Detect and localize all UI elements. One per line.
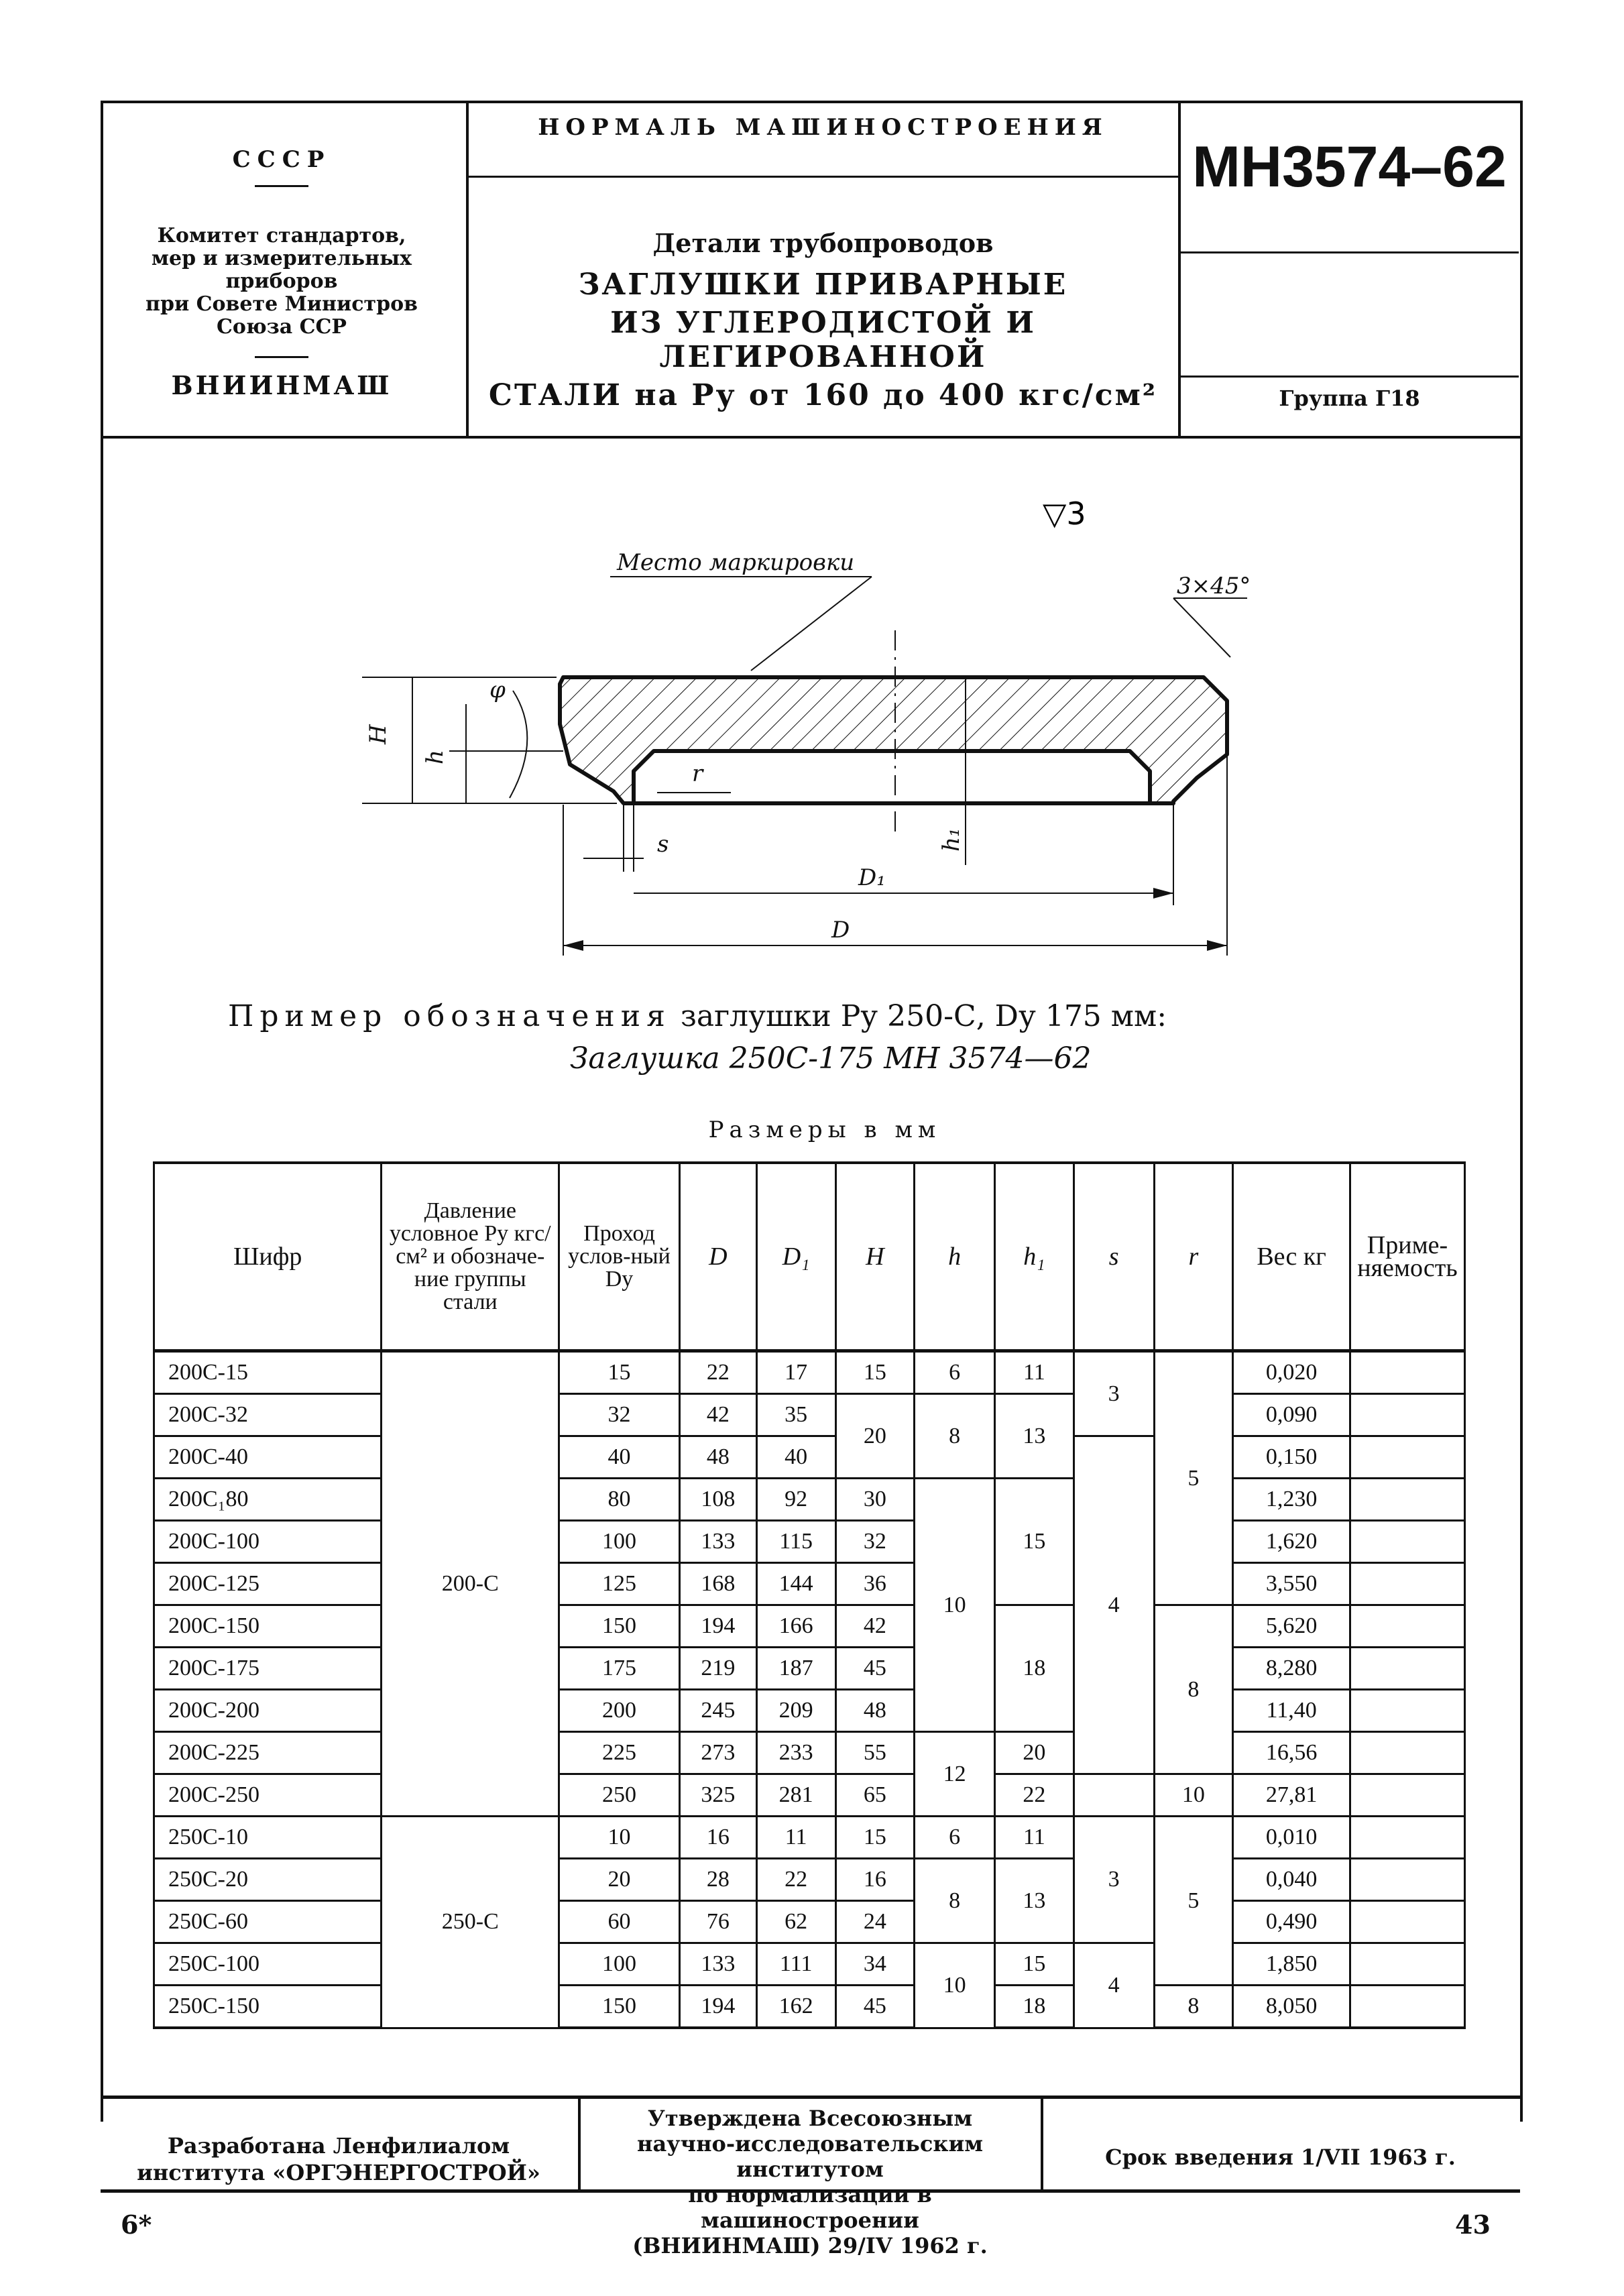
- table-row: 200С₁80 80 108 92 30 10 15 1,230: [154, 1479, 1465, 1521]
- country: СССР: [232, 146, 331, 173]
- col-h1: h₁: [995, 1163, 1074, 1351]
- marking-place-label: Место маркировки: [617, 549, 855, 576]
- dim-h1: h₁: [938, 827, 965, 852]
- col-r: r: [1154, 1163, 1233, 1351]
- table-row: 200С-175 175 219 187 45 8,280: [154, 1648, 1465, 1690]
- issuer-block: [101, 107, 463, 400]
- docnum-rule: [1179, 251, 1519, 253]
- col-H: H: [835, 1163, 915, 1351]
- title-subtitle: Детали трубопроводов: [652, 228, 994, 258]
- footer-divider-1: [578, 2096, 581, 2193]
- col-dy: Проход услов-ный Dу: [559, 1163, 680, 1351]
- col-h: h: [915, 1163, 995, 1351]
- col-s: s: [1074, 1163, 1154, 1351]
- table-row: 200С-250 250 325 281 65 22 10 27,81: [154, 1774, 1465, 1817]
- table-row: 200С-40 40 48 40 4 0,150: [154, 1436, 1465, 1479]
- col-code: Шифр: [154, 1163, 382, 1351]
- table-row: 200С-32 32 42 35 20 8 13 0,090: [154, 1394, 1465, 1436]
- table-row: 200С-150 150 194 166 42 18 8 5,620: [154, 1605, 1465, 1648]
- table-row: 250С-60 60 76 62 24 0,490: [154, 1901, 1465, 1943]
- pressure-group-250: 250-С: [382, 1817, 559, 2028]
- designation-example: [101, 999, 1517, 1076]
- sheet-mark: 6*: [121, 2209, 152, 2240]
- header-bottom-rule: [101, 436, 1520, 439]
- group-rule: [1179, 376, 1519, 378]
- table-row: 250С-150 150 194 162 45 18 8 8,050: [154, 1986, 1465, 2028]
- plug-drawing: [349, 483, 1287, 972]
- table-row: 250С-20 20 28 22 16 8 13 0,040: [154, 1859, 1465, 1901]
- col-pressure: Давление условное Pу кгс/см² и обозначе-ние группы стали: [382, 1163, 559, 1351]
- document-number: МН3574–62: [1192, 135, 1507, 199]
- header-divider-left: [466, 101, 469, 436]
- dimensions-table: [153, 1161, 1466, 2029]
- table-row: 250С-100 100 133 111 34 10 15 4 1,850: [154, 1943, 1465, 1986]
- dim-D1: D₁: [858, 864, 886, 891]
- table-row: 250С-10 250-С 10 16 11 15 6 11 3 5 0,010: [154, 1817, 1465, 1859]
- col-D1: D₁: [756, 1163, 835, 1351]
- units-caption: Размеры в мм: [708, 1116, 941, 1143]
- pressure-group-200: 200-С: [382, 1351, 559, 1817]
- effective-date: Срок введения 1/VII 1963 г.: [1105, 2144, 1456, 2170]
- group-label: Группа Г18: [1279, 386, 1420, 411]
- col-weight: Вес кг: [1233, 1163, 1350, 1351]
- committee-name: Комитет стандартов, мер и измерительных приборов при Совете Министров Союза ССР: [146, 224, 418, 339]
- col-D: D: [679, 1163, 756, 1351]
- table-row: 200С-125 125 168 144 36 3,550: [154, 1563, 1465, 1605]
- dim-r: r: [692, 760, 703, 787]
- footer-top-rule: [101, 2096, 1520, 2099]
- table-row: 200С-15 200-С 15 22 17 15 6 11 3 5 0,020: [154, 1351, 1465, 1394]
- plug-section: [560, 677, 1227, 803]
- table-row: 200С-225 225 273 233 55 12 20 16,56: [154, 1732, 1465, 1774]
- dim-phi: φ: [489, 677, 506, 703]
- header-title-rule: [467, 176, 1178, 178]
- table-row: 200С-100 100 133 115 32 1,620: [154, 1521, 1465, 1563]
- page-number: 43: [1455, 2209, 1491, 2240]
- developed-by: Разработана Ленфилиалом института «ОРГЭНЕРГОСТРОЙ»: [137, 2133, 540, 2185]
- example-designation: Заглушка 250С-175 МН 3574—62: [570, 1041, 1092, 1076]
- organization: ВНИИНМАШ: [171, 370, 392, 400]
- col-applicability: Приме-няемость: [1350, 1163, 1464, 1351]
- standard-type: НОРМАЛЬ МАШИНОСТРОЕНИЯ: [538, 114, 1108, 141]
- roughness-symbol: ▽3: [1043, 496, 1086, 532]
- title-line-3: СТАЛИ на Pу от 160 до 400 кгс/см²: [488, 378, 1158, 412]
- dim-D: D: [831, 917, 850, 943]
- dim-h: h: [422, 750, 449, 764]
- dim-H: H: [365, 724, 392, 744]
- example-label: Пример обозначения: [228, 999, 671, 1033]
- approved-by: Утверждена Всесоюзным научно-исследовательским институтом по нормализации в машиностроении (ВНИИНМАШ) 29/IV 1962 г.: [632, 2106, 988, 2258]
- title-line-1: ЗАГЛУШКИ ПРИВАРНЫЕ: [578, 268, 1068, 302]
- title-line-2: ИЗ УГЛЕРОДИСТОЙ И ЛЕГИРОВАННОЙ: [610, 306, 1036, 374]
- example-text: заглушки Pу 250-С, Dу 175 мм:: [680, 999, 1167, 1033]
- dim-s: s: [657, 831, 669, 858]
- chamfer-label: 3×45°: [1177, 573, 1251, 599]
- table-header-row: [154, 1163, 1465, 1351]
- table-row: 200С-200 200 245 209 48 11,40: [154, 1690, 1465, 1732]
- document-title: [469, 228, 1177, 412]
